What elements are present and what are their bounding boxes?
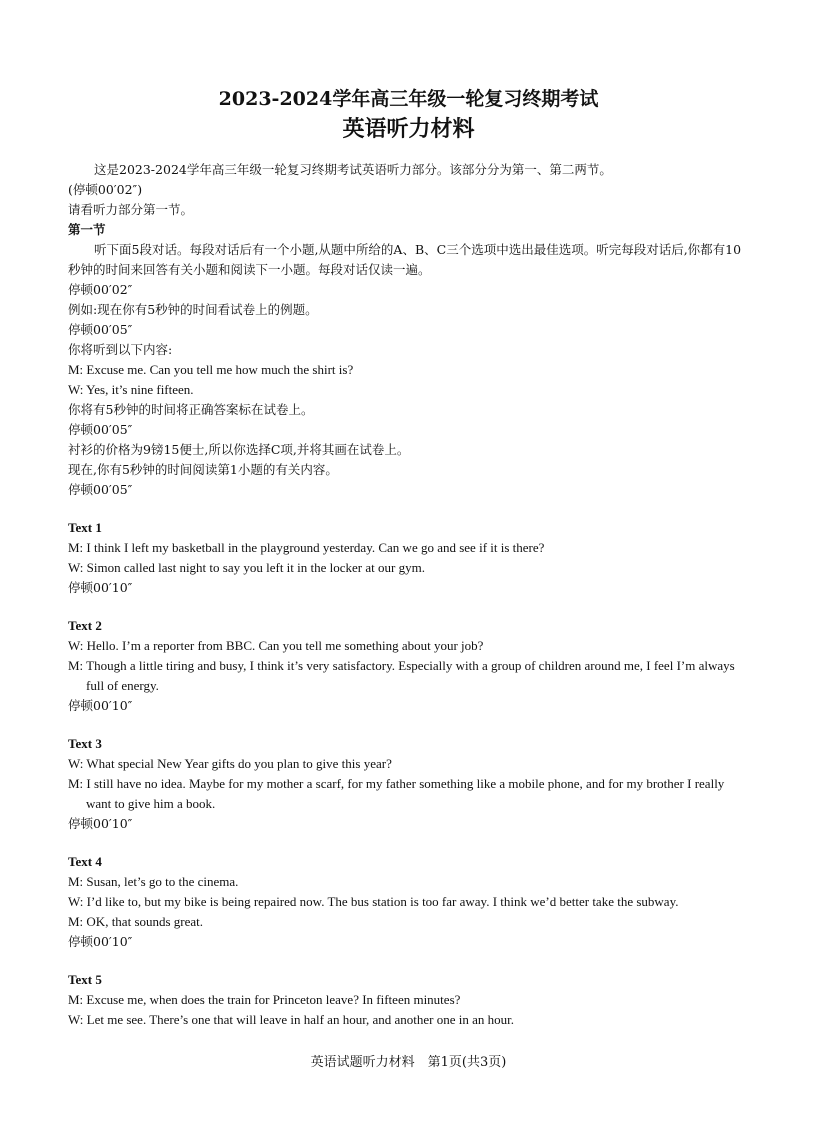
text-block-5 [68, 970, 749, 1030]
pause-note: 停顿00′10″ [68, 816, 133, 831]
dialogue-line: M: Susan, let’s go to the cinema. [68, 874, 239, 889]
hear-note: 你将听到以下内容: [68, 342, 173, 357]
text-block-1 [68, 518, 749, 598]
text-title: Text 4 [68, 854, 102, 869]
now-note: 现在,你有5秒钟的时间阅读第1小题的有关内容。 [68, 462, 338, 477]
dialogue-line: W: Hello. I’m a reporter from BBC. Can you tell me something about your job? [68, 638, 484, 653]
pause-note: 停顿00′05″ [68, 322, 133, 337]
answer-note: 衬衫的价格为9镑15便士,所以你选择C项,并将其画在试卷上。 [68, 442, 410, 457]
instructions: 听下面5段对话。每段对话后有一个小题,从题中所给的A、B、C三个选项中选出最佳选项。听完每段对话后,你都有10秒钟的时间来回答有关小题和阅读下一小题。每段对话仅读一遍。 [68, 242, 742, 277]
dialogue-line: M: Excuse me, when does the train for Princeton leave? In fifteen minutes? [68, 992, 461, 1007]
page-footer: 英语试题听力材料 第1页(共3页) [310, 1055, 507, 1070]
text-title: Text 3 [68, 736, 102, 751]
dialogue-line: M: Excuse me. Can you tell me how much the shirt is? [68, 362, 354, 377]
example-note: 例如:现在你有5秒钟的时间看试卷上的例题。 [68, 302, 318, 317]
dialogue-line: W: Let me see. There’s one that will leave in half an hour, and another one in an hour. [68, 1012, 515, 1027]
pause-note: 停顿00′10″ [68, 934, 133, 949]
page-subtitle: 英语听力材料 [342, 117, 475, 142]
dialogue-line: W: Yes, it’s nine fifteen. [68, 382, 194, 397]
dialogue-line: W: What special New Year gifts do you plan to give this year? [68, 756, 392, 771]
pause-note: 停顿00′10″ [68, 698, 133, 713]
pause-note: 停顿00′02″ [68, 282, 133, 297]
section-heading: 第一节 [68, 222, 106, 237]
text-block-4 [68, 852, 749, 952]
text-block-2 [68, 616, 749, 716]
dialogue-line: M: OK, that sounds great. [68, 914, 204, 929]
mark-note: 你将有5秒钟的时间将正确答案标在试卷上。 [68, 402, 314, 417]
dialogue-line: M: I think I left my basketball in the playground yesterday. Can we go and see if it is there? [68, 540, 545, 555]
text-title: Text 1 [68, 520, 102, 535]
intro-paragraph: 这是2023-2024学年高三年级一轮复习终期考试英语听力部分。该部分分为第一、第二两节。 [94, 162, 612, 177]
pause-note: 停顿00′05″ [68, 482, 133, 497]
text-title: Text 2 [68, 618, 102, 633]
text-block-3 [68, 734, 749, 834]
dialogue-line: M: Though a little tiring and busy, I think it’s very satisfactory. Especially with a group of children around me, I feel I’m always full of energy. [68, 658, 735, 693]
dialogue-line: M: I still have no idea. Maybe for my mother a scarf, for my father something like a mobile phone, and for my brother I really want to give him a book. [68, 776, 725, 811]
intro-paragraph: 请看听力部分第一节。 [68, 202, 194, 217]
pause-note: 停顿00′10″ [68, 580, 133, 595]
text-title: Text 5 [68, 972, 102, 987]
pause-note: 停顿00′05″ [68, 422, 133, 437]
pause-note: (停顿00′02″) [68, 182, 143, 197]
intro-section [68, 160, 749, 500]
dialogue-line: W: I’d like to, but my bike is being repaired now. The bus station is too far away. I think we’d better take the subway. [68, 894, 679, 909]
dialogue-line: W: Simon called last night to say you left it in the locker at our gym. [68, 560, 425, 575]
page-title: 2023-2024学年高三年级一轮复习终期考试 [218, 88, 599, 110]
